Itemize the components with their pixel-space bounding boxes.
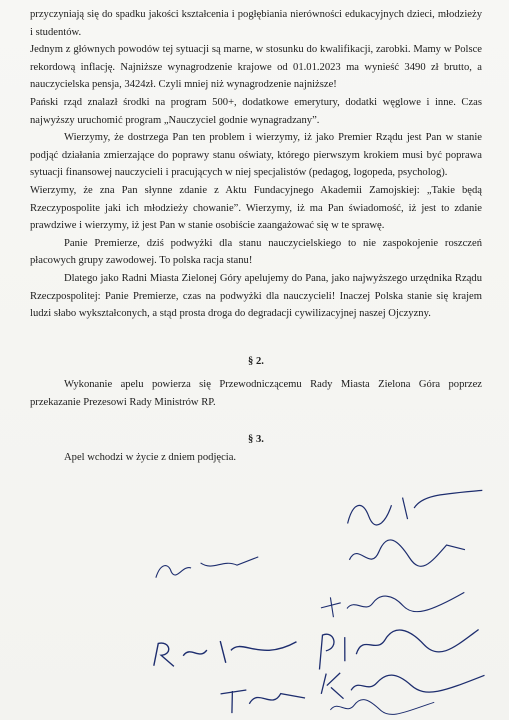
section-2-heading: § 2. xyxy=(248,355,264,367)
paragraph-7: Dlatego jako Radni Miasta Zielonej Góry apelujemy do Pana, jako najwyższego urzędnika Rządu Rzeczpospolitej: Panie Premierze, czas na podwyżki dla nauczycieli! Inaczej Polska stanie się krajem ludzi słabo wykształconych, a stąd prosta droga do degradacji cywilizacyjnej naszej Ojczyzny. xyxy=(30,272,482,320)
paragraph-2: Jednym z głównych powodów tej sytuacji są marne, w stosunku do kwalifikacji, zarobki. Mamy w Polsce rekordową inflację. Najniższe wynagrodzenie krajowe od 01.01.2023 ma wynieść 3490 zł brutto, a nauczycielska pensja, 3424zł. Czyli mniej niż wynagrodzenie najniższe! xyxy=(30,44,482,91)
section-2-text: Wykonanie apelu powierza się Przewodniczącemu Rady Miasta Zielona Góra poprzez przekazanie Prezesowi Rady Ministrów RP. xyxy=(30,379,482,408)
paragraph-1: przyczyniają się do spadku jakości kształcenia i pogłębiania nierówności edukacyjnych dzieci, młodzieży i studentów. xyxy=(30,9,482,38)
paragraph-4: Wierzymy, że dostrzega Pan ten problem i wierzymy, iż jako Premier Rządu jest Pan w stanie podjąć działania zmierzające do poprawy stanu oświaty, którego pierwszym krokiem musi być poprawa sytuacji finansowej nauczycieli i pracujących w niej specjalistów (pedagog, logopeda, psycholog). xyxy=(30,132,482,179)
document-body xyxy=(30,6,482,467)
paragraph-3: Pański rząd znalazł środki na program 500+, dodatkowe emerytury, dodatki węglowe i inne. Czas najwyższy uruchomić program „Nauczyciel godnie wynagradzany”. xyxy=(30,96,482,126)
paragraph-6: Panie Premierze, dziś podwyżki dla stanu nauczycielskiego to nie zaspokojenie roszczeń płacowych grupy zawodowej. To polska racja stanu! xyxy=(30,237,482,267)
paragraph-5: Wierzymy, że zna Pan słynne zdanie z Aktu Fundacyjnego Akademii Zamojskiej: „Takie będą Rzeczypospolite jaki ich młodzieży chowanie”. Wierzymy, iż ma Pan świadomość, iż jest to zdanie prawdziwe i wierzymy, iż jest Pan w stanie osobiście zaangażować się w te sprawę. xyxy=(30,184,482,232)
section-3-heading: § 3. xyxy=(248,434,264,446)
section-3-text: Apel wchodzi w życie z dniem podjęcia. xyxy=(64,452,237,464)
